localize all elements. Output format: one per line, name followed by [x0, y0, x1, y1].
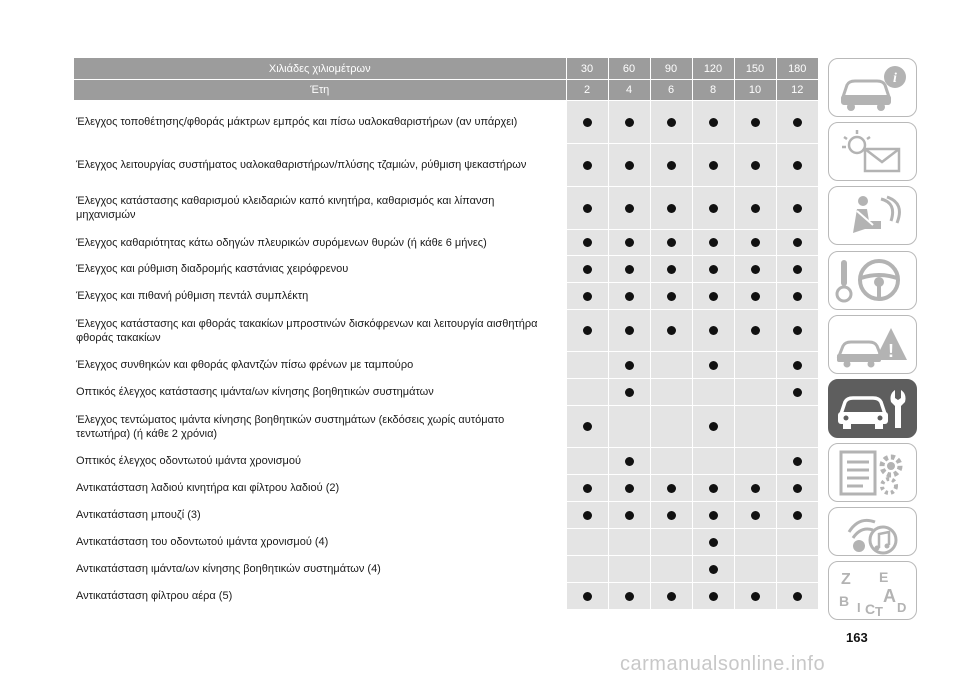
header-km-cell: 30: [566, 58, 608, 80]
service-required-dot: [793, 265, 802, 274]
interval-cell: [566, 352, 608, 379]
interval-cell: [650, 352, 692, 379]
service-required-dot: [583, 292, 592, 301]
interval-cell: [734, 283, 776, 310]
interval-cell: [566, 187, 608, 230]
interval-cell: [734, 475, 776, 502]
row-label: Έλεγχος τεντώματος ιμάντα κίνησης βοηθητικών συστημάτων (εκδόσεις χωρίς αυτόματο τεντωτήρα) (ή κάθε 2 χρόνια): [74, 406, 566, 448]
table-row: [74, 144, 818, 187]
service-required-dot: [709, 204, 718, 213]
interval-cell: [692, 583, 734, 610]
interval-cell: [650, 310, 692, 352]
service-required-dot: [625, 161, 634, 170]
service-required-dot: [583, 484, 592, 493]
table-row: [74, 187, 818, 230]
service-required-dot: [793, 161, 802, 170]
service-required-dot: [583, 238, 592, 247]
service-required-dot: [709, 592, 718, 601]
interval-cell: [692, 406, 734, 448]
interval-cell: [608, 256, 650, 283]
table-row: [74, 448, 818, 475]
row-label: Έλεγχος καθαριότητας κάτω οδηγών πλευρικών συρόμενων θυρών (ή κάθε 6 μήνες): [74, 230, 566, 256]
service-required-dot: [625, 265, 634, 274]
interval-cell: [776, 583, 818, 610]
interval-cell: [776, 475, 818, 502]
page-number: 163: [846, 630, 868, 645]
interval-cell: [776, 352, 818, 379]
svg-text:B: B: [839, 593, 850, 609]
row-label: Αντικατάσταση φίλτρου αέρα (5): [74, 583, 566, 610]
service-required-dot: [709, 511, 718, 520]
interval-cell: [692, 310, 734, 352]
row-label: Έλεγχος τοποθέτησης/φθοράς μάκτρων εμπρός και πίσω υαλοκαθαριστήρων (αν υπάρχει): [74, 101, 566, 144]
interval-cell: [776, 256, 818, 283]
interval-cell: [734, 556, 776, 583]
service-required-dot: [793, 361, 802, 370]
interval-cell: [566, 502, 608, 529]
service-required-dot: [625, 238, 634, 247]
table-row: [74, 406, 818, 448]
interval-cell: [608, 529, 650, 556]
table-row: [74, 556, 818, 583]
header-year-cell: 4: [608, 80, 650, 101]
service-required-dot: [793, 292, 802, 301]
svg-text:!: !: [888, 341, 894, 361]
interval-cell: [566, 475, 608, 502]
header-km-cell: 150: [734, 58, 776, 80]
service-required-dot: [625, 457, 634, 466]
interval-cell: [650, 101, 692, 144]
header-km-cell: 120: [692, 58, 734, 80]
interval-cell: [776, 379, 818, 406]
row-label: Αντικατάσταση λαδιού κινητήρα και φίλτρου λαδιού (2): [74, 475, 566, 502]
service-required-dot: [709, 361, 718, 370]
service-required-dot: [625, 361, 634, 370]
row-label: Αντικατάσταση του οδοντωτού ιμάντα χρονισμού (4): [74, 529, 566, 556]
interval-cell: [566, 230, 608, 256]
interval-cell: [650, 187, 692, 230]
interval-cell: [734, 502, 776, 529]
service-required-dot: [793, 326, 802, 335]
header-km-cell: 60: [608, 58, 650, 80]
interval-cell: [608, 144, 650, 187]
interval-cell: [608, 475, 650, 502]
header-km-cell: 180: [776, 58, 818, 80]
interval-cell: [692, 448, 734, 475]
interval-cell: [566, 310, 608, 352]
chapter-tabs-sidebar: [828, 58, 917, 620]
watermark: carmanualsonline.info: [620, 653, 826, 675]
interval-cell: [776, 556, 818, 583]
service-required-dot: [625, 292, 634, 301]
service-required-dot: [751, 118, 760, 127]
service-required-dot: [709, 161, 718, 170]
service-required-dot: [709, 292, 718, 301]
service-required-dot: [751, 326, 760, 335]
row-label: Έλεγχος και πιθανή ρύθμιση πεντάλ συμπλέκτη: [74, 283, 566, 310]
service-required-dot: [709, 326, 718, 335]
table-row: [74, 529, 818, 556]
interval-cell: [608, 556, 650, 583]
interval-cell: [608, 583, 650, 610]
service-required-dot: [583, 204, 592, 213]
svg-text:E: E: [879, 569, 889, 585]
service-required-dot: [751, 292, 760, 301]
interval-cell: [692, 352, 734, 379]
interval-cell: [650, 475, 692, 502]
interval-cell: [692, 475, 734, 502]
interval-cell: [650, 448, 692, 475]
interval-cell: [650, 283, 692, 310]
interval-cell: [734, 310, 776, 352]
row-label: Αντικατάσταση μπουζί (3): [74, 502, 566, 529]
header-years-label: Έτη: [74, 80, 566, 101]
svg-text:A: A: [883, 586, 896, 606]
interval-cell: [776, 502, 818, 529]
interval-cell: [692, 230, 734, 256]
service-required-dot: [793, 511, 802, 520]
chapter-tab[interactable]: [828, 315, 917, 374]
service-required-dot: [625, 511, 634, 520]
interval-cell: [734, 256, 776, 283]
interval-cell: [776, 101, 818, 144]
service-required-dot: [793, 457, 802, 466]
chapter-tab[interactable]: [828, 379, 917, 438]
row-label: Έλεγχος συνθηκών και φθοράς φλαντζών πίσω φρένων με ταμπούρο: [74, 352, 566, 379]
service-required-dot: [583, 265, 592, 274]
interval-cell: [776, 187, 818, 230]
interval-cell: [734, 529, 776, 556]
chapter-tab[interactable]: [828, 561, 917, 620]
header-year-cell: 12: [776, 80, 818, 101]
interval-cell: [692, 256, 734, 283]
service-required-dot: [667, 592, 676, 601]
interval-cell: [734, 187, 776, 230]
service-required-dot: [751, 511, 760, 520]
service-required-dot: [625, 118, 634, 127]
svg-text:C: C: [865, 601, 876, 616]
interval-cell: [566, 556, 608, 583]
interval-cell: [566, 583, 608, 610]
service-required-dot: [667, 326, 676, 335]
service-required-dot: [751, 484, 760, 493]
table-row: [74, 379, 818, 406]
service-required-dot: [583, 118, 592, 127]
interval-cell: [650, 583, 692, 610]
row-label: Οπτικός έλεγχος κατάστασης ιμάντα/ων κίνησης βοηθητικών συστημάτων: [74, 379, 566, 406]
table-row: [74, 101, 818, 144]
interval-cell: [692, 283, 734, 310]
interval-cell: [776, 144, 818, 187]
service-required-dot: [793, 118, 802, 127]
interval-cell: [734, 583, 776, 610]
interval-cell: [650, 529, 692, 556]
header-year-cell: 2: [566, 80, 608, 101]
service-required-dot: [667, 161, 676, 170]
interval-cell: [734, 144, 776, 187]
interval-cell: [692, 101, 734, 144]
chapter-tab[interactable]: [828, 186, 917, 245]
table-row: [74, 502, 818, 529]
interval-cell: [650, 502, 692, 529]
interval-cell: [608, 406, 650, 448]
service-required-dot: [625, 388, 634, 397]
service-required-dot: [751, 592, 760, 601]
header-years-row: [74, 80, 818, 101]
row-label: Αντικατάσταση ιμάντα/ων κίνησης βοηθητικών συστημάτων (4): [74, 556, 566, 583]
svg-text:I: I: [857, 600, 861, 615]
interval-cell: [566, 529, 608, 556]
interval-cell: [566, 379, 608, 406]
service-required-dot: [709, 422, 718, 431]
interval-cell: [776, 283, 818, 310]
interval-cell: [776, 406, 818, 448]
interval-cell: [608, 187, 650, 230]
service-required-dot: [625, 484, 634, 493]
interval-cell: [692, 379, 734, 406]
interval-cell: [734, 230, 776, 256]
interval-cell: [566, 256, 608, 283]
svg-text:T: T: [875, 604, 883, 616]
service-required-dot: [583, 511, 592, 520]
interval-cell: [650, 379, 692, 406]
service-required-dot: [583, 161, 592, 170]
service-required-dot: [709, 538, 718, 547]
service-required-dot: [793, 388, 802, 397]
service-required-dot: [667, 511, 676, 520]
service-required-dot: [667, 118, 676, 127]
interval-cell: [566, 144, 608, 187]
table-row: [74, 230, 818, 256]
row-label: Έλεγχος κατάστασης και φθοράς τακακίων μπροστινών δισκόφρενων και λειτουργία αισθητήρα φθοράς τακακίων: [74, 310, 566, 352]
interval-cell: [608, 379, 650, 406]
header-year-cell: 6: [650, 80, 692, 101]
table-row: [74, 256, 818, 283]
interval-cell: [650, 256, 692, 283]
table-row: [74, 283, 818, 310]
chapter-tab[interactable]: [828, 122, 917, 181]
service-required-dot: [751, 161, 760, 170]
interval-cell: [692, 144, 734, 187]
svg-text:Z: Z: [841, 571, 851, 588]
service-required-dot: [793, 238, 802, 247]
interval-cell: [734, 448, 776, 475]
service-required-dot: [793, 484, 802, 493]
row-label: Οπτικός έλεγχος οδοντωτού ιμάντα χρονισμού: [74, 448, 566, 475]
interval-cell: [734, 379, 776, 406]
interval-cell: [608, 230, 650, 256]
service-required-dot: [625, 326, 634, 335]
interval-cell: [566, 283, 608, 310]
header-km-cell: 90: [650, 58, 692, 80]
service-required-dot: [667, 484, 676, 493]
header-year-cell: 8: [692, 80, 734, 101]
service-required-dot: [667, 265, 676, 274]
interval-cell: [776, 529, 818, 556]
service-required-dot: [667, 238, 676, 247]
service-required-dot: [625, 592, 634, 601]
chapter-tab[interactable]: [828, 507, 917, 556]
interval-cell: [776, 230, 818, 256]
service-required-dot: [583, 422, 592, 431]
table-row: [74, 583, 818, 610]
table-row: [74, 475, 818, 502]
interval-cell: [692, 529, 734, 556]
interval-cell: [608, 448, 650, 475]
maintenance-schedule-table: [74, 58, 818, 610]
header-year-cell: 10: [734, 80, 776, 101]
interval-cell: [734, 406, 776, 448]
chapter-tab[interactable]: [828, 251, 917, 310]
row-label: Έλεγχος λειτουργίας συστήματος υαλοκαθαριστήρων/πλύσης τζαμιών, ρύθμιση ψεκαστήρων: [74, 144, 566, 187]
chapter-tab[interactable]: [828, 443, 917, 502]
service-required-dot: [709, 265, 718, 274]
svg-text:D: D: [897, 600, 907, 615]
row-label: Έλεγχος κατάστασης καθαρισμού κλειδαριών καπό κινητήρα, καθαρισμός και λίπανση μηχανισμών: [74, 187, 566, 230]
service-required-dot: [793, 204, 802, 213]
interval-cell: [608, 352, 650, 379]
service-required-dot: [583, 592, 592, 601]
svg-text:i: i: [893, 71, 897, 86]
interval-cell: [608, 283, 650, 310]
interval-cell: [650, 556, 692, 583]
interval-cell: [608, 310, 650, 352]
interval-cell: [776, 448, 818, 475]
header-km-label: Χιλιάδες χιλιομέτρων: [74, 58, 566, 80]
interval-cell: [692, 556, 734, 583]
service-required-dot: [625, 204, 634, 213]
interval-cell: [608, 502, 650, 529]
interval-cell: [692, 187, 734, 230]
table-row: [74, 352, 818, 379]
service-required-dot: [709, 484, 718, 493]
service-required-dot: [583, 326, 592, 335]
interval-cell: [650, 144, 692, 187]
service-required-dot: [793, 592, 802, 601]
service-required-dot: [709, 565, 718, 574]
interval-cell: [566, 406, 608, 448]
service-required-dot: [751, 265, 760, 274]
interval-cell: [566, 101, 608, 144]
interval-cell: [650, 230, 692, 256]
row-label: Έλεγχος και ρύθμιση διαδρομής καστάνιας χειρόφρενου: [74, 256, 566, 283]
interval-cell: [692, 502, 734, 529]
service-required-dot: [709, 118, 718, 127]
service-required-dot: [667, 204, 676, 213]
interval-cell: [734, 101, 776, 144]
chapter-tab[interactable]: [828, 58, 917, 117]
service-required-dot: [751, 204, 760, 213]
interval-cell: [650, 406, 692, 448]
service-required-dot: [751, 238, 760, 247]
service-required-dot: [667, 292, 676, 301]
table-body: [74, 101, 818, 610]
interval-cell: [734, 352, 776, 379]
interval-cell: [776, 310, 818, 352]
header-km-row: [74, 58, 818, 80]
interval-cell: [566, 448, 608, 475]
interval-cell: [608, 101, 650, 144]
table-row: [74, 310, 818, 352]
service-required-dot: [709, 238, 718, 247]
